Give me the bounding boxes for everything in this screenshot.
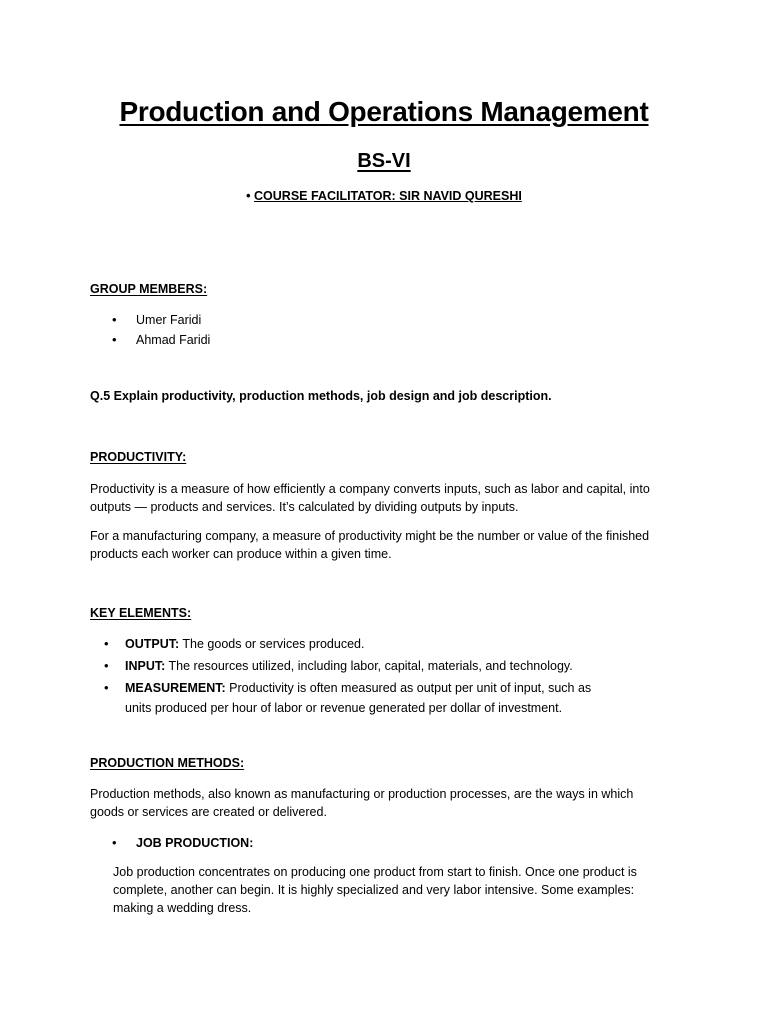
group-members-list <box>112 310 210 350</box>
bullet-icon: • <box>104 636 109 651</box>
facilitator-text: COURSE FACILITATOR: SIR NAVID QURESHI <box>254 189 522 203</box>
list-item <box>112 310 210 330</box>
productivity-paragraph-2: For a manufacturing company, a measure of productivity might be the number or value of the finished products each worker can produce within a given time. <box>90 529 650 561</box>
key-term: OUTPUT: <box>125 637 180 651</box>
production-methods-heading: PRODUCTION METHODS: <box>90 756 245 770</box>
bullet-icon: • <box>112 312 117 327</box>
bullet-icon: • <box>246 189 251 203</box>
key-term: MEASUREMENT: <box>125 681 226 695</box>
bullet-icon: • <box>112 332 117 347</box>
key-elements-heading: KEY ELEMENTS: <box>90 606 192 620</box>
document-subtitle: BS-VI <box>357 150 411 172</box>
bullet-icon: • <box>104 680 109 695</box>
document-title: Production and Operations Management <box>119 96 649 127</box>
job-production-label: JOB PRODUCTION: <box>136 836 254 850</box>
member-name: Umer Faridi <box>136 313 202 327</box>
production-methods-paragraph: Production methods, also known as manufacturing or production processes, are the ways in which goods or services are created or delivered. <box>90 787 634 819</box>
productivity-paragraph-1: Productivity is a measure of how efficiently a company converts inputs, such as labor and capital, into outputs — products and services. It’s calculated by dividing outputs by inputs. <box>90 482 650 514</box>
list-item <box>104 678 604 718</box>
key-description: Productivity is often measured as output per unit of input, such as units produced per hour of labor or revenue generated per dollar of investment. <box>125 681 592 715</box>
question-text: Q.5 Explain productivity, production methods, job design and job description. <box>90 389 552 403</box>
list-item <box>104 656 604 676</box>
key-term: INPUT: <box>125 659 166 673</box>
key-description: The resources utilized, including labor, capital, materials, and technology. <box>165 659 573 673</box>
job-production-paragraph: Job production concentrates on producing one product from start to finish. Once one product is complete, another can begin. It is highly specialized and very labor intensive. Some examples: making a wedding dress. <box>113 865 637 915</box>
key-elements-list <box>104 634 604 720</box>
bullet-icon: • <box>104 658 109 673</box>
member-name: Ahmad Faridi <box>136 333 211 347</box>
key-description: The goods or services produced. <box>179 637 365 651</box>
list-item <box>112 330 210 350</box>
job-production-item <box>112 834 253 852</box>
bullet-icon: • <box>112 835 117 850</box>
group-members-heading: GROUP MEMBERS: <box>90 282 208 296</box>
list-item <box>104 634 604 654</box>
productivity-heading: PRODUCTIVITY: <box>90 450 187 464</box>
course-facilitator <box>0 189 768 203</box>
